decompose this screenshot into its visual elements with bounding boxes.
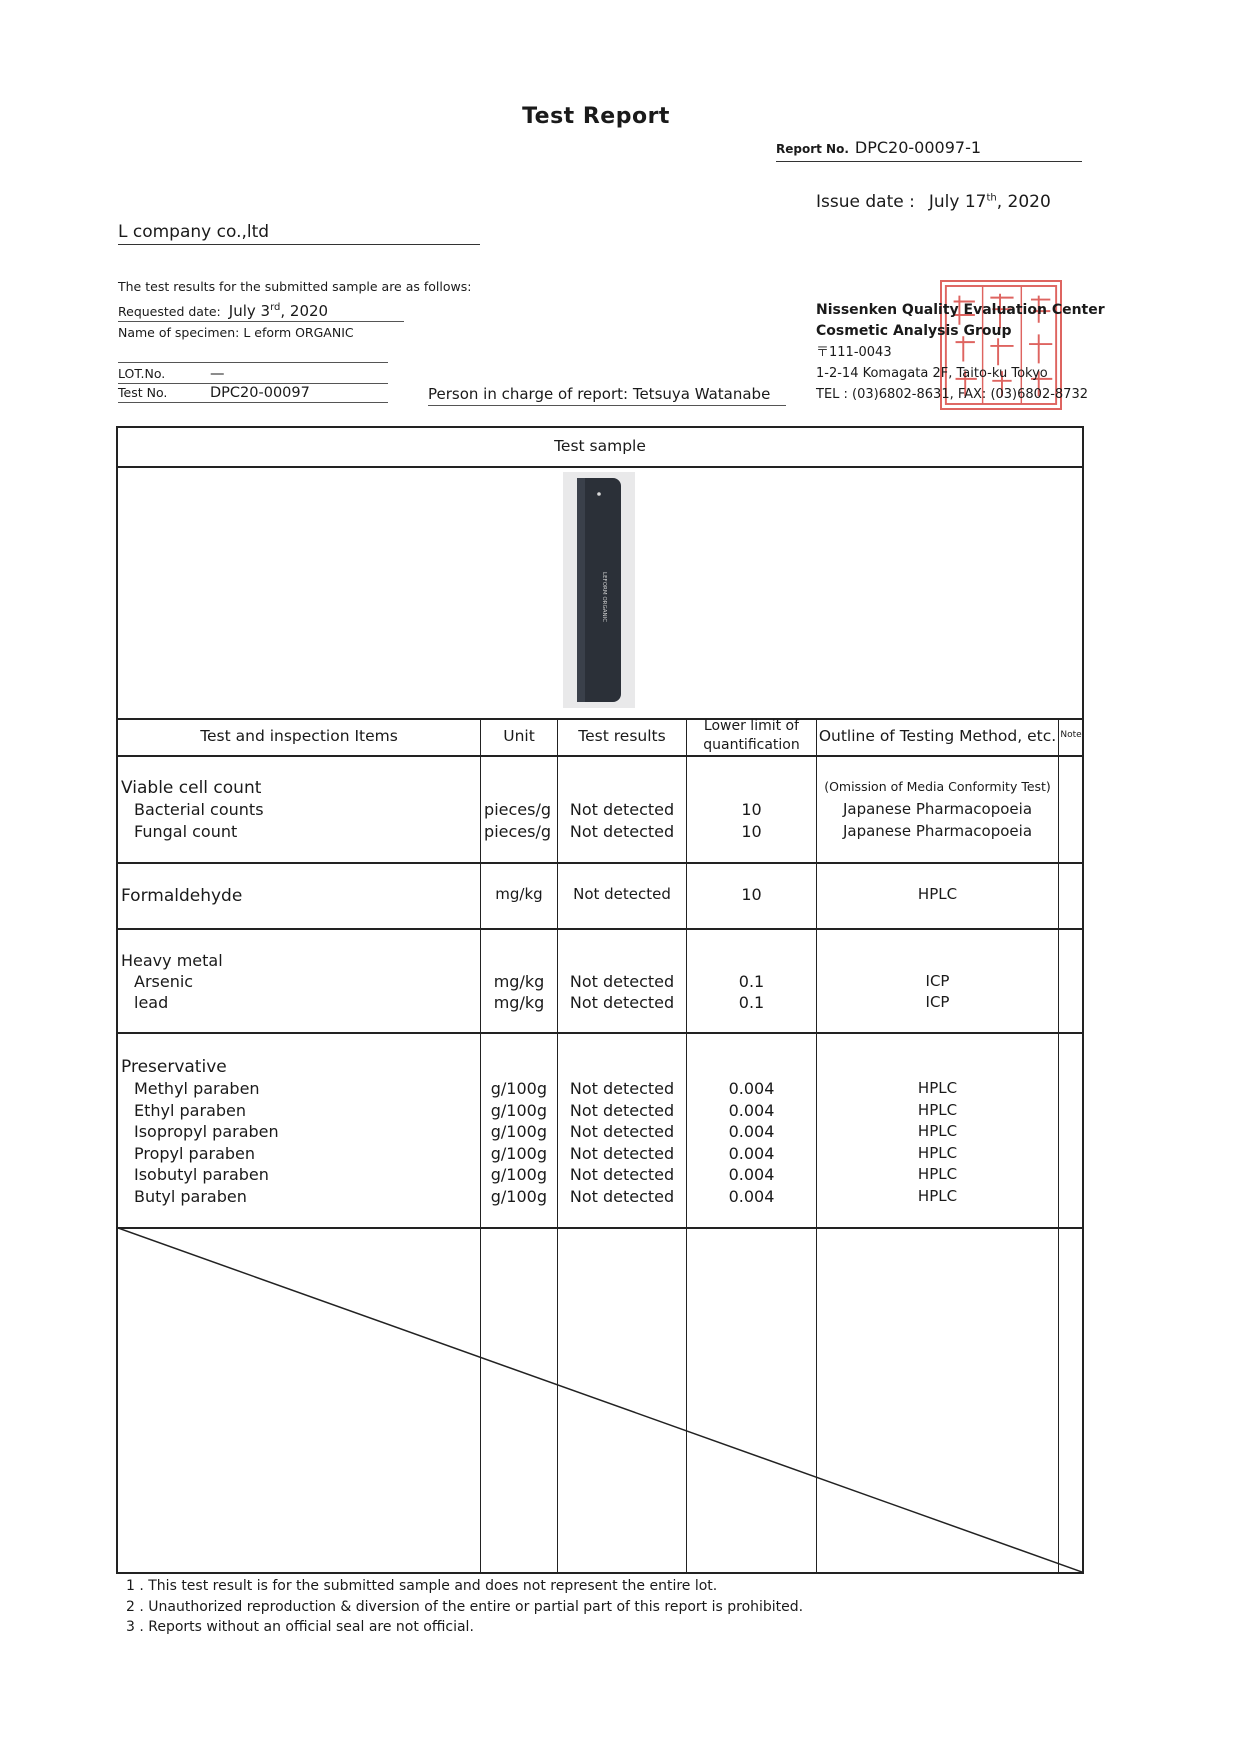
row-unit: g/100g xyxy=(490,1101,547,1120)
row-limit: 0.004 xyxy=(728,1144,775,1163)
row-unit: g/100g xyxy=(490,1165,547,1184)
row-divider xyxy=(118,928,1082,930)
row-item: Ethyl paraben xyxy=(134,1101,247,1120)
row-divider xyxy=(118,718,1082,720)
bottle-label: LEFORM ORGANIC xyxy=(601,572,607,623)
row-method: HPLC xyxy=(917,1165,958,1183)
row-result: Not detected xyxy=(569,800,675,819)
requested-date-label: Requested date: xyxy=(118,304,221,319)
requested-date-value: July 3rd, 2020 xyxy=(228,302,329,320)
row-limit: 0.1 xyxy=(738,972,765,991)
row-unit: mg/kg xyxy=(493,993,545,1012)
header-note: Note xyxy=(1060,730,1082,740)
row-item: Isobutyl paraben xyxy=(134,1165,269,1184)
row-method: HPLC xyxy=(917,1079,958,1097)
lab-info xyxy=(816,300,1105,405)
row-unit: mg/kg xyxy=(495,885,543,903)
report-number-value: DPC20-00097-1 xyxy=(854,138,982,157)
lot-number xyxy=(118,366,388,384)
row-result: Not detected xyxy=(569,972,675,991)
client-company: L company co.,ltd xyxy=(118,222,480,245)
lab-address: 1-2-14 Komagata 2F, Taito-ku Tokyo xyxy=(816,366,1048,381)
row-result: Not detected xyxy=(569,822,675,841)
header-items: Test and inspection Items xyxy=(200,727,398,745)
sample-bottle-image xyxy=(563,472,635,708)
issue-date xyxy=(816,192,1051,212)
report-number xyxy=(776,138,1082,162)
row-result: Not detected xyxy=(569,1187,675,1206)
footnote: 2 . Unauthorized reproduction & diversion of the entire or partial part of this report is prohibited. xyxy=(126,1598,804,1615)
lot-label: LOT.No. xyxy=(118,366,166,381)
row-item: lead xyxy=(134,993,169,1012)
row-method: HPLC xyxy=(917,1187,958,1205)
row-limit: 0.004 xyxy=(728,1187,775,1206)
row-method: HPLC xyxy=(917,1144,958,1162)
footnotes xyxy=(126,1576,803,1638)
viable-method-note: (Omission of Media Conformity Test) xyxy=(824,779,1051,794)
footnote: 1 . This test result is for the submitted sample and does not represent the entire lot. xyxy=(126,1578,718,1594)
row-result: Not detected xyxy=(569,1122,675,1141)
row-unit: g/100g xyxy=(490,1187,547,1206)
blank-area-strike xyxy=(118,1228,1082,1572)
row-limit: 0.004 xyxy=(728,1165,775,1184)
row-item: Propyl paraben xyxy=(134,1144,256,1163)
specimen-value: L eform ORGANIC xyxy=(243,325,354,340)
requested-date xyxy=(118,302,404,322)
header-unit: Unit xyxy=(503,727,535,745)
issue-date-label: Issue date : xyxy=(816,192,915,212)
test-number-value: DPC20-00097 xyxy=(210,385,310,401)
lot-value: — xyxy=(210,366,225,382)
test-number xyxy=(118,385,388,403)
row-limit: 0.004 xyxy=(728,1101,775,1120)
row-result: Not detected xyxy=(569,1101,675,1120)
row-limit: 0.004 xyxy=(728,1122,775,1141)
row-unit: g/100g xyxy=(490,1144,547,1163)
lab-postal: 〒111-0043 xyxy=(816,345,892,360)
row-result: Not detected xyxy=(569,1144,675,1163)
row-limit: 10 xyxy=(741,800,762,819)
row-result: Not detected xyxy=(569,1165,675,1184)
row-method: HPLC xyxy=(917,1101,958,1119)
header-limit: Lower limit of quantification xyxy=(703,718,800,753)
lab-group: Cosmetic Analysis Group xyxy=(816,323,1012,339)
person-in-charge: Person in charge of report: Tetsuya Watanabe xyxy=(428,385,786,406)
row-method: Japanese Pharmacopoeia xyxy=(842,800,1033,818)
row-unit: pieces/g xyxy=(484,800,551,819)
row-item: Arsenic xyxy=(134,972,194,991)
specimen-name: Name of specimen: L eform ORGANIC xyxy=(118,325,354,340)
row-unit: g/100g xyxy=(490,1079,547,1098)
row-unit: pieces/g xyxy=(484,822,551,841)
row-method: Japanese Pharmacopoeia xyxy=(842,822,1033,840)
test-sample-heading: Test sample xyxy=(116,426,1084,468)
row-divider xyxy=(118,862,1082,864)
row-unit: g/100g xyxy=(490,1122,547,1141)
report-number-label: Report No. xyxy=(776,142,849,156)
row-item: Isopropyl paraben xyxy=(134,1122,279,1141)
lab-contact: TEL : (03)6802-8631, FAX: (03)6802-8732 xyxy=(816,387,1088,402)
test-number-label: Test No. xyxy=(118,385,168,400)
section-preservative-title: Preservative xyxy=(121,1057,227,1077)
header-results: Test results xyxy=(578,727,666,745)
row-limit: 0.1 xyxy=(738,993,765,1012)
row-method: HPLC xyxy=(917,885,958,903)
row-method: HPLC xyxy=(917,1122,958,1140)
row-item: Fungal count xyxy=(134,822,238,841)
row-method: ICP xyxy=(925,972,950,990)
row-result: Not detected xyxy=(569,993,675,1012)
row-item: Methyl paraben xyxy=(134,1079,260,1098)
row-method: ICP xyxy=(925,993,950,1011)
row-limit: 0.004 xyxy=(728,1079,775,1098)
lab-name: Nissenken Quality Evaluation Center xyxy=(816,302,1105,318)
row-limit: 10 xyxy=(741,822,762,841)
row-item: Butyl paraben xyxy=(134,1187,247,1206)
row-divider xyxy=(118,1032,1082,1034)
intro-text: The test results for the submitted sample are as follows: xyxy=(118,279,472,294)
row-divider xyxy=(118,755,1082,757)
row-formaldehyde: Formaldehyde xyxy=(121,886,243,906)
row-unit: mg/kg xyxy=(493,972,545,991)
row-result: Not detected xyxy=(569,1079,675,1098)
header-method: Outline of Testing Method, etc. xyxy=(818,727,1057,745)
footnote: 3 . Reports without an official seal are not official. xyxy=(126,1619,474,1635)
section-viable-title: Viable cell count xyxy=(121,778,262,798)
section-heavy-title: Heavy metal xyxy=(121,951,223,970)
page-title: Test Report xyxy=(522,104,670,129)
row-limit: 10 xyxy=(741,885,762,904)
row-result: Not detected xyxy=(573,885,671,903)
issue-date-value: July 17th, 2020 xyxy=(928,192,1051,212)
divider xyxy=(118,362,388,363)
row-item: Bacterial counts xyxy=(134,800,264,819)
